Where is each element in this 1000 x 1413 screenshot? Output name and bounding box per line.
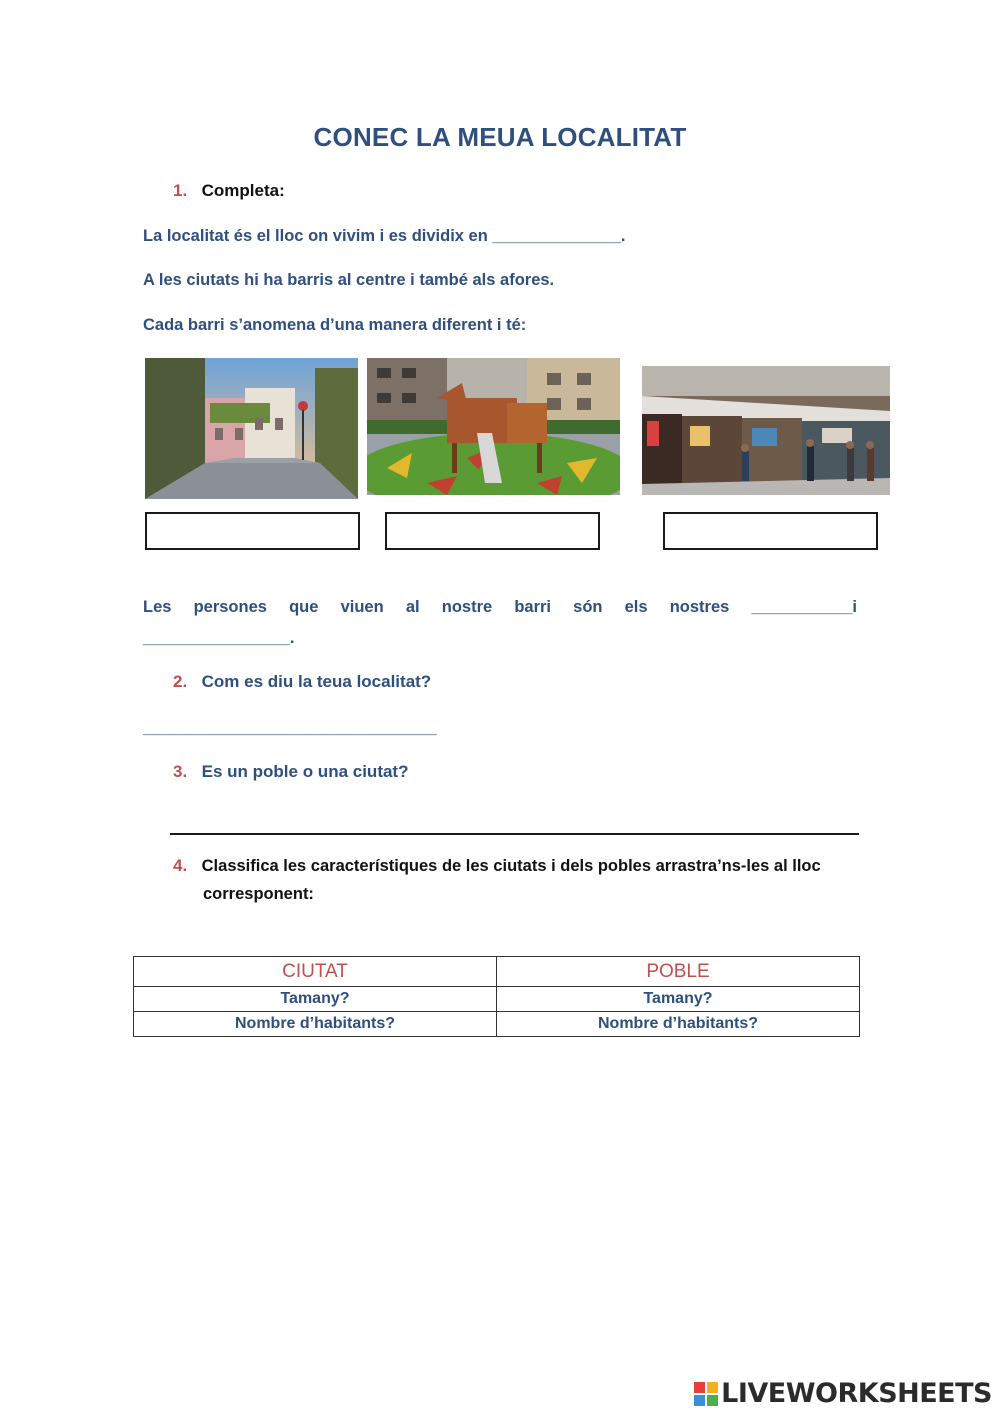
word: nostres — [669, 598, 730, 616]
word: Les — [143, 598, 172, 616]
answer-line-poble-ciutat[interactable] — [170, 833, 859, 835]
word: els — [624, 598, 648, 616]
word: que — [289, 598, 319, 616]
question-label: Completa: — [201, 181, 285, 200]
sentence-persones — [143, 598, 857, 617]
sentence-barris: A les ciutats hi ha barris al centre i també als afores. — [143, 271, 555, 289]
cell-habitants-poble[interactable]: Nombre d’habitants? — [497, 1012, 860, 1037]
cell-habitants-ciutat[interactable]: Nombre d’habitants? — [134, 1012, 497, 1037]
logo-icon — [694, 1382, 718, 1406]
sentence-text: La localitat és el lloc on vivim i es dividix en — [143, 227, 488, 245]
answer-box-2[interactable] — [385, 512, 600, 550]
question-3-heading — [173, 762, 408, 782]
question-number: 3. — [173, 762, 188, 781]
question-1-heading — [173, 181, 285, 201]
word: són — [573, 598, 603, 616]
word: persones — [193, 598, 267, 616]
market-photo — [642, 366, 890, 495]
table-row — [134, 1012, 860, 1037]
logo-text: LIVEWORKSHEETS — [721, 1378, 992, 1409]
street-photo — [145, 358, 358, 499]
question-label: Es un poble o una ciutat? — [201, 762, 409, 781]
question-label-cont: corresponent: — [203, 885, 314, 903]
sentence-cada-barri: Cada barri s’anomena d’una manera diferent i té: — [143, 316, 527, 334]
blank-divisions[interactable]: ______________. — [492, 227, 626, 245]
word: al — [405, 598, 420, 616]
answer-box-1[interactable] — [145, 512, 360, 550]
playground-photo — [367, 358, 620, 495]
question-label: Com es diu la teua localitat? — [201, 672, 432, 691]
question-2-heading — [173, 672, 431, 692]
table-header-row — [134, 957, 860, 987]
word: barri — [514, 598, 551, 616]
answer-box-3[interactable] — [663, 512, 878, 550]
question-4-heading — [173, 856, 857, 876]
question-number: 4. — [173, 856, 188, 875]
header-poble: POBLE — [497, 957, 860, 987]
page-title: CONEC LA MEUA LOCALITAT — [313, 122, 687, 152]
question-number: 1. — [173, 181, 188, 200]
liveworksheets-logo — [694, 1378, 992, 1409]
word: viuen — [340, 598, 384, 616]
word: nostre — [441, 598, 493, 616]
answer-line-localitat[interactable]: ________________________________ — [143, 719, 437, 737]
cell-tamany-ciutat[interactable]: Tamany? — [134, 987, 497, 1012]
question-label: Classifica les característiques de les ciutats i dels pobles arrastra’ns-les al lloc — [201, 857, 821, 875]
table-row — [134, 987, 860, 1012]
blank-neighbours-1[interactable]: ___________i — [751, 598, 857, 616]
sentence-localitat — [143, 227, 625, 246]
classification-table — [133, 956, 860, 1037]
header-ciutat: CIUTAT — [134, 957, 497, 987]
cell-tamany-poble[interactable]: Tamany? — [497, 987, 860, 1012]
question-number: 2. — [173, 672, 188, 691]
blank-neighbours-2[interactable]: ________________. — [143, 629, 295, 647]
